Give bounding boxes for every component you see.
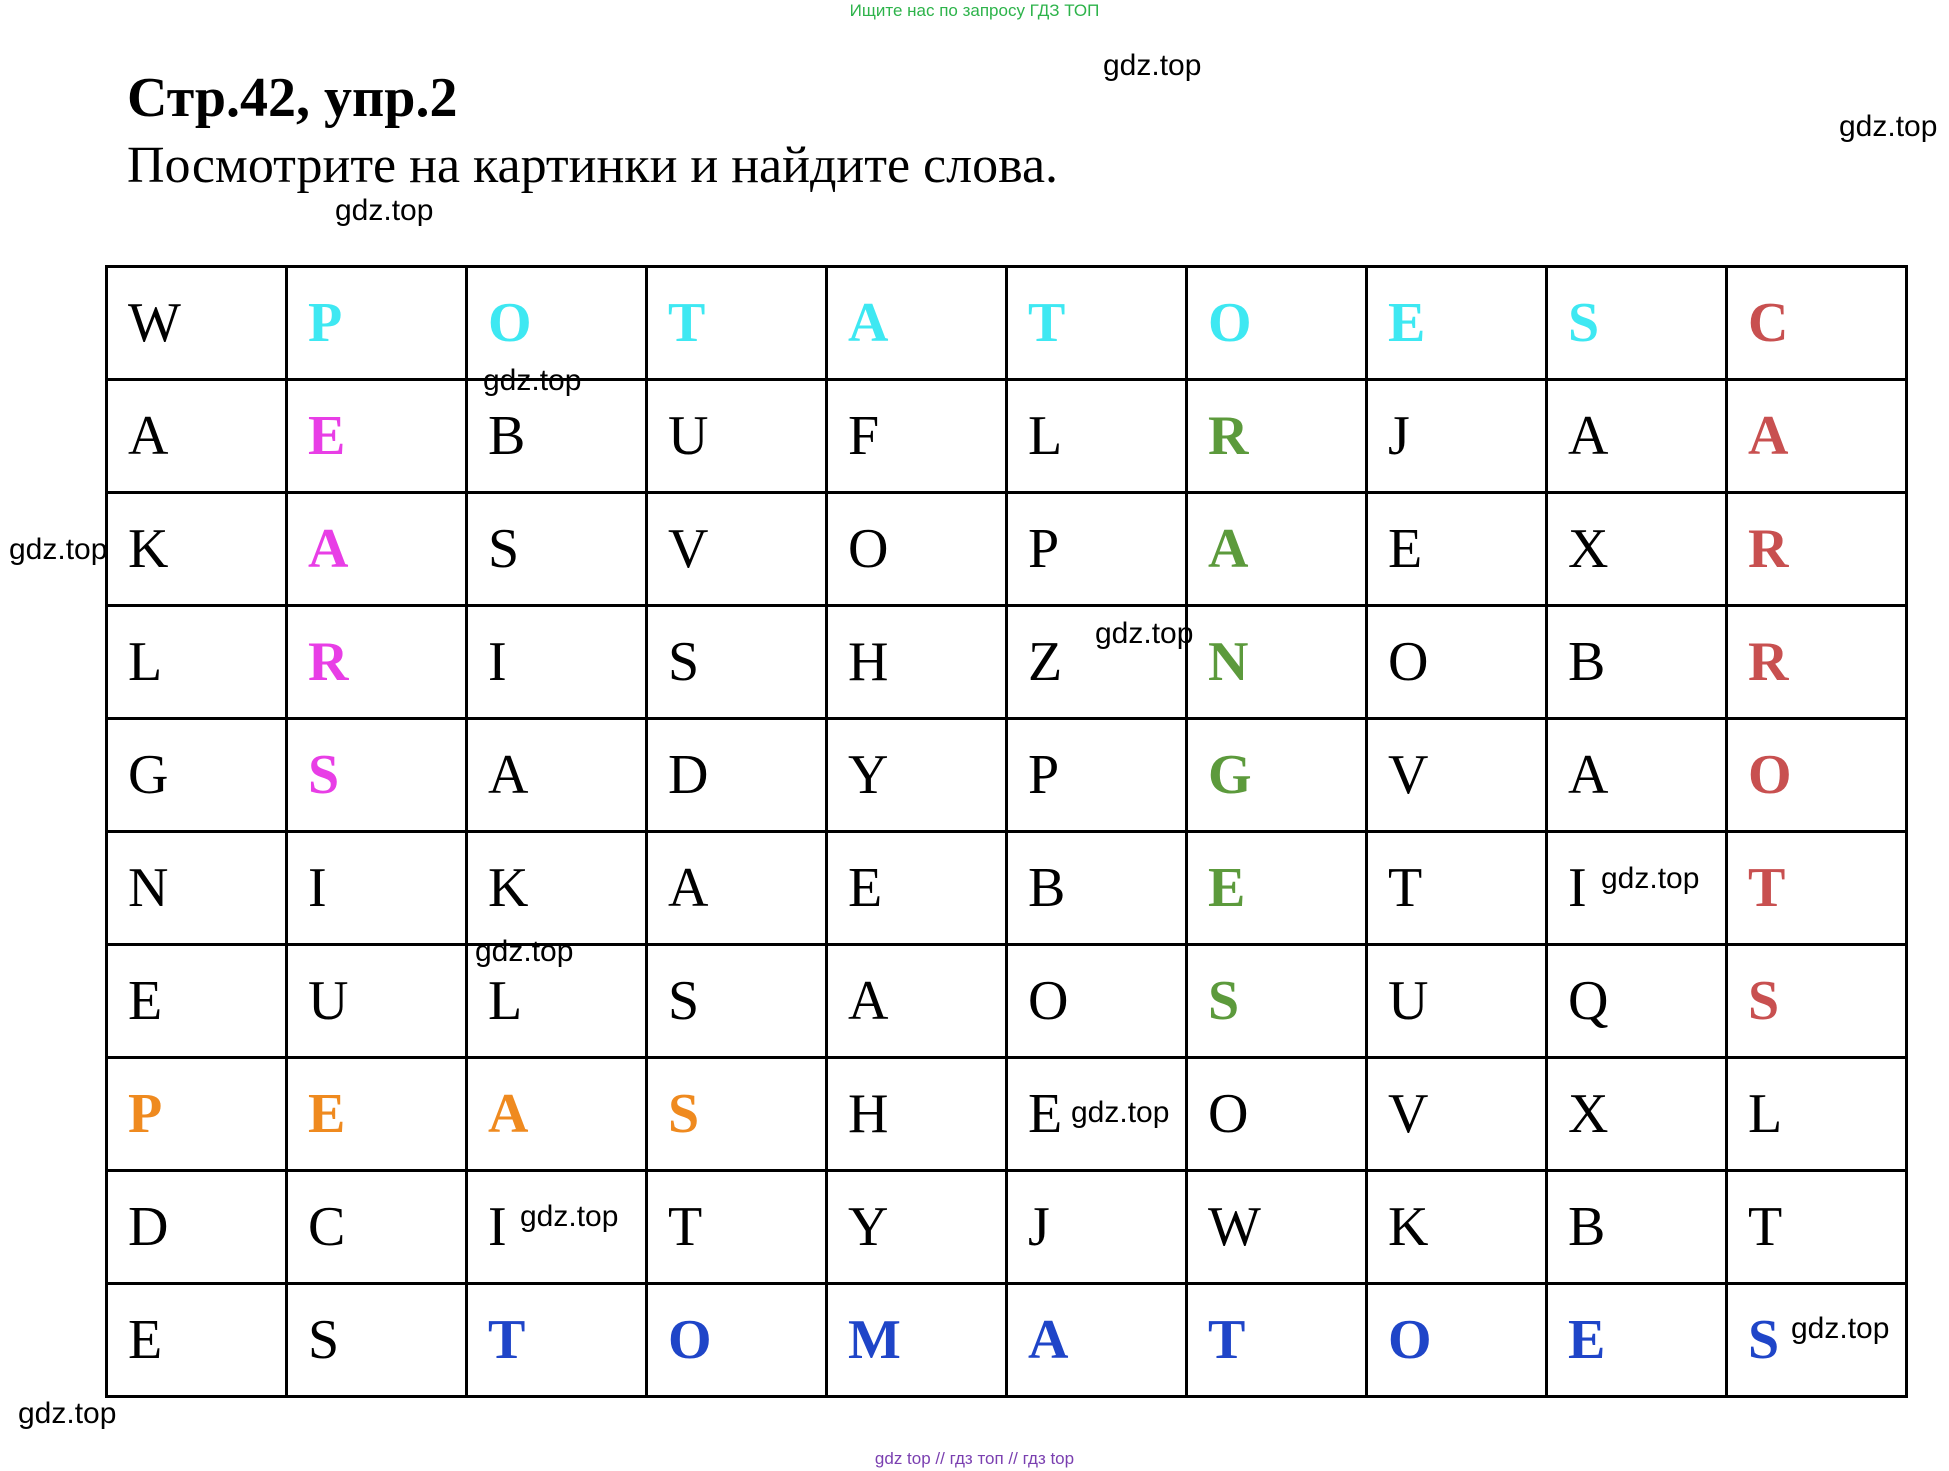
grid-cell: G: [1187, 719, 1367, 832]
grid-cell: C: [1727, 267, 1907, 380]
grid-cell: A: [1547, 380, 1727, 493]
grid-cell: L: [107, 606, 287, 719]
grid-cell: T: [647, 267, 827, 380]
grid-cell: A: [1727, 380, 1907, 493]
grid-cell: O: [1367, 1284, 1547, 1397]
grid-cell: S: [287, 1284, 467, 1397]
page-title: Стр.42, упр.2: [127, 67, 458, 129]
grid-cell: D: [647, 719, 827, 832]
grid-cell: L: [1727, 1058, 1907, 1171]
grid-cell: T: [647, 1171, 827, 1284]
grid-cell: B: [1547, 606, 1727, 719]
grid-cell: W: [1187, 1171, 1367, 1284]
grid-row: [107, 945, 1907, 1058]
grid-cell: E: [827, 832, 1007, 945]
watermark: gdz.top: [1095, 617, 1194, 650]
grid-cell: A: [1187, 493, 1367, 606]
grid-row: [107, 267, 1907, 380]
grid-cell: A: [467, 1058, 647, 1171]
watermark: gdz.top: [1071, 1096, 1170, 1129]
grid-cell: T: [1007, 267, 1187, 380]
watermark: gdz.top: [1791, 1312, 1890, 1345]
grid-cell: S: [1547, 267, 1727, 380]
grid-cell: R: [1187, 380, 1367, 493]
grid-cell: D: [107, 1171, 287, 1284]
watermark: gdz.top: [475, 935, 574, 968]
grid-row: [107, 493, 1907, 606]
grid-cell: C: [287, 1171, 467, 1284]
grid-cell: E: [1187, 832, 1367, 945]
top-search-note: Ищите нас по запросу ГДЗ ТОП: [849, 1, 1100, 20]
grid-cell: T: [1727, 832, 1907, 945]
grid-cell: F: [827, 380, 1007, 493]
grid-cell: Q: [1547, 945, 1727, 1058]
watermark: gdz.top: [335, 194, 434, 227]
grid-cell: N: [1187, 606, 1367, 719]
grid-cell: R: [1727, 606, 1907, 719]
grid-cell: G: [107, 719, 287, 832]
watermark: gdz.top: [483, 364, 582, 397]
grid-cell: I: [1547, 832, 1727, 945]
grid-cell: J: [1007, 1171, 1187, 1284]
grid-cell: S: [1187, 945, 1367, 1058]
grid-cell: S: [1727, 1284, 1907, 1397]
grid-cell: E: [107, 945, 287, 1058]
grid-cell: E: [1547, 1284, 1727, 1397]
watermark: gdz.top: [1839, 110, 1938, 143]
grid-cell: T: [1727, 1171, 1907, 1284]
grid-row: [107, 1171, 1907, 1284]
grid-cell: P: [107, 1058, 287, 1171]
grid-cell: V: [647, 493, 827, 606]
grid-cell: T: [1367, 832, 1547, 945]
grid-cell: A: [827, 945, 1007, 1058]
grid-cell: I: [287, 832, 467, 945]
grid-row: [107, 606, 1907, 719]
grid-cell: V: [1367, 719, 1547, 832]
grid-cell: V: [1367, 1058, 1547, 1171]
grid-cell: X: [1547, 1058, 1727, 1171]
grid-cell: H: [827, 606, 1007, 719]
grid-cell: A: [827, 267, 1007, 380]
grid-cell: O: [467, 267, 647, 380]
watermark: gdz.top: [520, 1200, 619, 1233]
grid-cell: O: [1187, 267, 1367, 380]
grid-cell: O: [647, 1284, 827, 1397]
grid-cell: A: [287, 493, 467, 606]
grid-cell: O: [1727, 719, 1907, 832]
grid-row: [107, 1284, 1907, 1397]
grid-cell: K: [1367, 1171, 1547, 1284]
grid-cell: X: [1547, 493, 1727, 606]
grid-cell: E: [1367, 267, 1547, 380]
grid-cell: A: [107, 380, 287, 493]
watermark: gdz.top: [18, 1397, 117, 1430]
grid-cell: U: [647, 380, 827, 493]
grid-cell: E: [287, 380, 467, 493]
grid-cell: H: [827, 1058, 1007, 1171]
grid-cell: E: [107, 1284, 287, 1397]
grid-cell: A: [647, 832, 827, 945]
grid-cell: R: [287, 606, 467, 719]
grid-cell: O: [1367, 606, 1547, 719]
grid-cell: B: [1007, 832, 1187, 945]
grid-cell: I: [467, 1171, 647, 1284]
grid-cell: K: [107, 493, 287, 606]
grid-cell: L: [1007, 380, 1187, 493]
grid-cell: U: [1367, 945, 1547, 1058]
grid-cell: O: [1187, 1058, 1367, 1171]
grid-row: [107, 380, 1907, 493]
grid-cell: J: [1367, 380, 1547, 493]
word-search-grid: [105, 265, 1908, 1398]
footer-note: gdz top // гдз топ // гдз top: [874, 1449, 1075, 1468]
grid-cell: A: [467, 719, 647, 832]
grid-cell: Y: [827, 1171, 1007, 1284]
grid-cell: M: [827, 1284, 1007, 1397]
grid-cell: U: [287, 945, 467, 1058]
grid-cell: N: [107, 832, 287, 945]
grid-cell: L: [467, 945, 647, 1058]
grid-cell: B: [1547, 1171, 1727, 1284]
grid-cell: E: [1367, 493, 1547, 606]
grid-cell: W: [107, 267, 287, 380]
grid-cell: S: [647, 606, 827, 719]
grid-cell: P: [1007, 493, 1187, 606]
grid-cell: A: [1007, 1284, 1187, 1397]
grid-cell: Z: [1007, 606, 1187, 719]
grid-cell: Y: [827, 719, 1007, 832]
watermark: gdz.top: [1601, 862, 1700, 895]
grid-row: [107, 719, 1907, 832]
grid-cell: E: [287, 1058, 467, 1171]
grid-cell: P: [1007, 719, 1187, 832]
grid-cell: S: [647, 1058, 827, 1171]
grid-cell: I: [467, 606, 647, 719]
grid-cell: E: [1007, 1058, 1187, 1171]
grid-cell: B: [467, 380, 647, 493]
grid-cell: T: [467, 1284, 647, 1397]
grid-cell: O: [1007, 945, 1187, 1058]
grid-cell: T: [1187, 1284, 1367, 1397]
grid-row: [107, 1058, 1907, 1171]
watermark: gdz.top: [1103, 49, 1202, 82]
grid-cell: S: [287, 719, 467, 832]
watermark: gdz.top: [9, 533, 108, 566]
grid-cell: S: [647, 945, 827, 1058]
exercise-instruction: Посмотрите на картинки и найдите слова.: [127, 137, 1059, 194]
grid-cell: A: [1547, 719, 1727, 832]
grid-cell: O: [827, 493, 1007, 606]
grid-cell: R: [1727, 493, 1907, 606]
grid-cell: P: [287, 267, 467, 380]
grid-cell: K: [467, 832, 647, 945]
grid-cell: S: [1727, 945, 1907, 1058]
grid-cell: S: [467, 493, 647, 606]
